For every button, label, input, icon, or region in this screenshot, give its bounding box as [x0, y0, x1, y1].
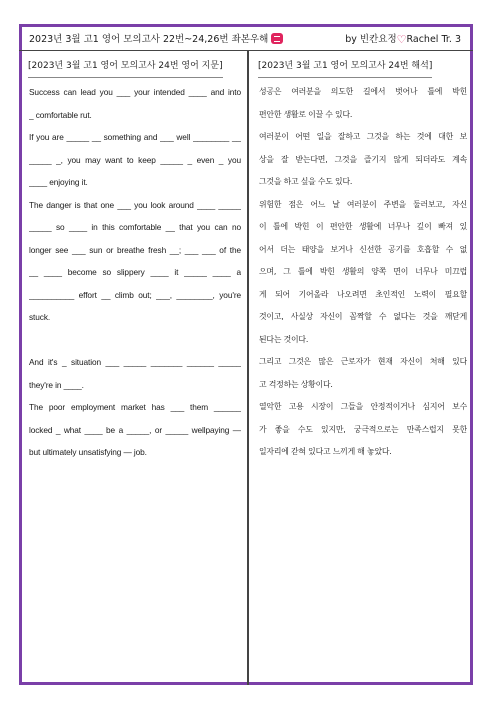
translation-line: 열악한 고용 시장이 그들을 안정적이거나 심지어 보수: [259, 402, 467, 411]
translation-line: 고 걱정하는 상황이다.: [259, 379, 333, 389]
page-title: [29, 31, 283, 45]
passage-line: __ ____ become so slippery ____ it _____ ____ a: [29, 267, 241, 277]
passage-line: locked _ what ____ be a _____, or _____ wellpaying —: [29, 424, 241, 435]
passage-line: [29, 332, 241, 355]
column-divider: [247, 51, 249, 685]
byline-prefix: by 빈칸요정: [345, 34, 397, 45]
passage-line: The danger is that one ___ you look around ____ _____: [29, 199, 241, 210]
passage-line: The poor employment market has ___ them ______: [29, 402, 241, 412]
translation-line: 상을 잘 받는다면, 그것을 즐기지 않게 되더라도 계속: [259, 154, 467, 164]
heart-icon: ♡: [396, 33, 407, 46]
passage-line: Success can lead you ___ your intended ____ and into: [29, 87, 241, 97]
translation-line: 어서 더는 태양을 보거나 신선한 공기를 호흡할 수 없: [259, 244, 467, 254]
passage-line: __________ effort __ climb out; ___, ________, you're: [29, 289, 241, 300]
passage-line: ____ enjoying it.: [29, 177, 88, 187]
english-passage-heading: [2023년 3월 고1 영어 모의고사 24번 영어 지문]: [28, 58, 223, 78]
translation-line: 게 되어 기어올라 나오려면 초인적인 노력이 필요할: [259, 289, 467, 299]
author-byline: [345, 31, 461, 46]
passage-line: _____ so ____ in this comfortable __ that you can no: [29, 222, 241, 232]
translation-line: 그리고 그것은 많은 근로자가 현재 자신이 처해 있다: [259, 357, 467, 366]
translation-line: 것이고, 사실상 자신이 꼼짝할 수 없다는 것을 깨닫게: [259, 312, 467, 321]
passage-line: longer see ___ sun or breathe fresh __; ___ ___ of the: [29, 244, 241, 255]
passage-line: but ultimately unsatisfying — job.: [29, 447, 147, 457]
passage-line: _ comfortable rut.: [29, 109, 92, 120]
korean-translation: [259, 84, 467, 467]
passage-line: they're in ____.: [29, 379, 84, 390]
translation-line: 으며, 그 틀에 박힌 생활의 양쪽 면이 너무나 미끄럽: [259, 267, 467, 276]
page-header: [19, 24, 473, 51]
translation-line: 성공은 여러분을 의도한 길에서 벗어나 틀에 박힌: [259, 87, 467, 96]
memo-icon: [271, 33, 283, 44]
translation-line: 된다는 것이다.: [259, 334, 309, 344]
translation-line: 일자리에 갇혀 있다고 느끼게 해 놓았다.: [259, 447, 392, 456]
passage-line: stuck.: [29, 312, 51, 322]
byline-suffix: Rachel Tr. 3: [406, 34, 461, 45]
translation-line: 위험한 점은 어느 날 여러분이 주변을 둘러보고, 자신: [259, 199, 467, 209]
translation-line: 그것을 하고 싶을 수도 있다.: [259, 177, 353, 186]
translation-line: 편안한 생활로 이끌 수 있다.: [259, 109, 353, 119]
korean-translation-heading: [2023년 3월 고1 영어 모의고사 24번 해석]: [258, 58, 432, 78]
translation-line: 이 틀에 박힌 이 편안한 생활에 너무나 깊이 빠져 있: [259, 222, 467, 231]
passage-line: And it's _ situation ___ _____ _______ ______ _____: [29, 357, 241, 367]
english-passage: [29, 84, 241, 467]
translation-line: 가 좋을 수도 있지만, 궁극적으로는 만족스럽지 못한: [259, 424, 467, 434]
translation-line: 여러분이 어떤 일을 잘하고 그것을 하는 것에 대한 보: [259, 132, 467, 141]
passage-line: If you are _____ __ something and ___ well ________ __: [29, 132, 241, 142]
title-text: 2023년 3월 고1 영어 모의고사 22번~24,26번 좌본우해: [29, 34, 269, 45]
passage-line: _____ _, you may want to keep _____ _ even _ you: [29, 154, 241, 165]
